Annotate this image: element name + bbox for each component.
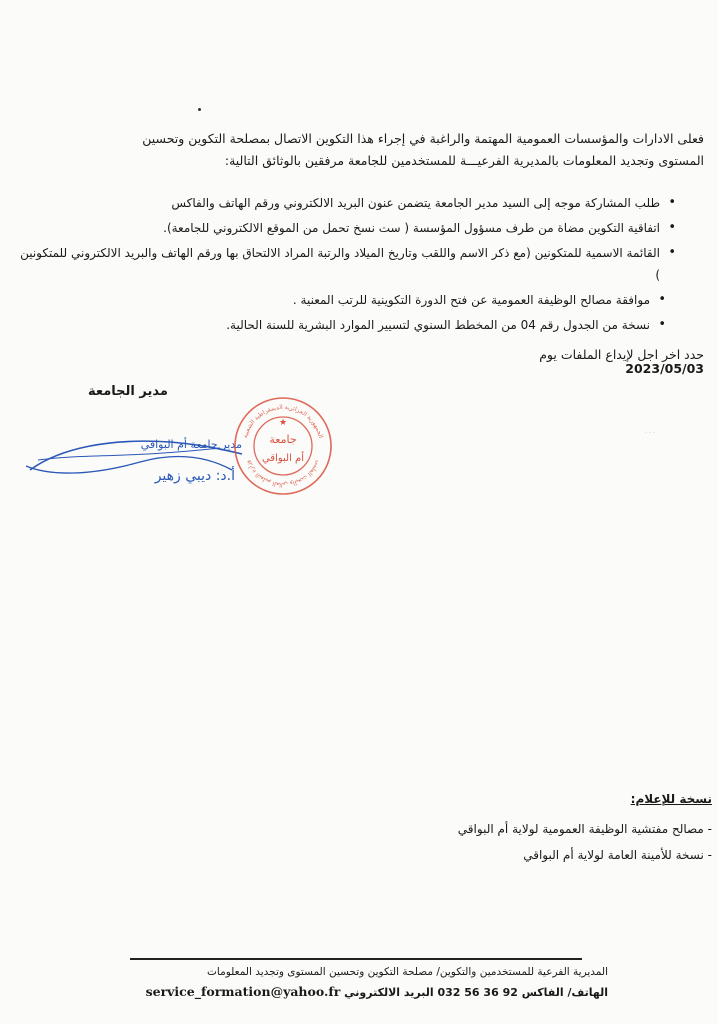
signature-title-text: مدير جامعة أم البواقي	[140, 438, 242, 451]
copies-title: نسخة للإعلام:	[630, 792, 712, 806]
intro-paragraph	[24, 128, 704, 172]
document-item: • نسخة من الجدول رقم 04 من المخطط السنوي لتسيير الموارد البشرية للسنة الحالية.	[20, 314, 650, 336]
document-item: • طلب المشاركة موجه إلى السيد مدير الجامعة يتضمن عنون البريد الالكتروني ورقم الهاتف والفاكس	[20, 192, 660, 214]
document-item: • القائمة الاسمية للمتكونين (مع ذكر الاسم واللقب وتاريخ الميلاد والرتبة المراد الالتحاق بها ورقم الهاتف والبريد الالكتروني للمتكونين )	[20, 242, 660, 286]
signature-name-text: أ.د: ديبي زهير	[154, 468, 235, 484]
footer-email: service_formation@yahoo.fr	[145, 984, 341, 999]
faint-stamp-mark: · · ·	[645, 430, 655, 437]
footer-contact	[88, 984, 608, 1001]
deadline-text: حدد اخر اجل لإيداع الملفات يوم	[539, 347, 704, 362]
required-documents-list	[20, 192, 660, 339]
stamp-center-bottom: أم البواقي	[261, 453, 305, 464]
footer-department: المديرية الفرعية للمستخدمين والتكوين/ مصلحة التكوين وتحسين المستوى وتجديد المعلومات	[207, 966, 608, 978]
footer-phone-label: الهاتف/ الفاكس	[521, 986, 608, 999]
document-item: • اتفاقية التكوين مضاة من طرف مسؤول المؤسسة ( ست نسخ تحمل من الموقع الالكتروني للجامعة).	[20, 217, 660, 239]
stray-mark	[198, 108, 201, 111]
handwritten-signature	[20, 418, 250, 498]
intro-line-2: المستوى وتجديد المعلومات بالمديرية الفرعيـــة للمستخدمين للجامعة مرفقين بالوثائق التالية:	[224, 153, 704, 168]
footer-divider	[130, 958, 582, 960]
document-item: • موافقة مصالح الوظيفة العمومية عن فتح الدورة التكوينية للرتب المعنية .	[20, 289, 650, 311]
stamp-ring-bottom: وزارة التعليم العالي والبحث العلمي	[244, 459, 322, 489]
director-title: مدير الجامعة	[88, 384, 168, 399]
deadline-date: 2023/05/03	[625, 361, 704, 376]
footer-email-label: البريد الالكتروني	[344, 986, 434, 999]
stamp-star-icon: ★	[278, 418, 288, 428]
stamp-ring-top: الجمهورية الجزائرية الديمقراطية الشعبية	[241, 403, 325, 439]
stamp-center-top: جامعة	[269, 433, 297, 446]
footer-phone: 92 36 56 032	[437, 986, 518, 999]
copy-recipient: - نسخة للأمينة العامة لولاية أم البواقي	[458, 842, 712, 868]
copies-list	[458, 816, 712, 868]
university-stamp	[232, 395, 334, 497]
copy-recipient: - مصالح مفتشية الوظيفة العمومية لولاية أم البواقي	[458, 816, 712, 842]
intro-line-1: فعلى الادارات والمؤسسات العمومية المهتمة والراغبة في إجراء هذا التكوين الاتصال بمصلحة التكوين وتحسين	[142, 131, 704, 146]
